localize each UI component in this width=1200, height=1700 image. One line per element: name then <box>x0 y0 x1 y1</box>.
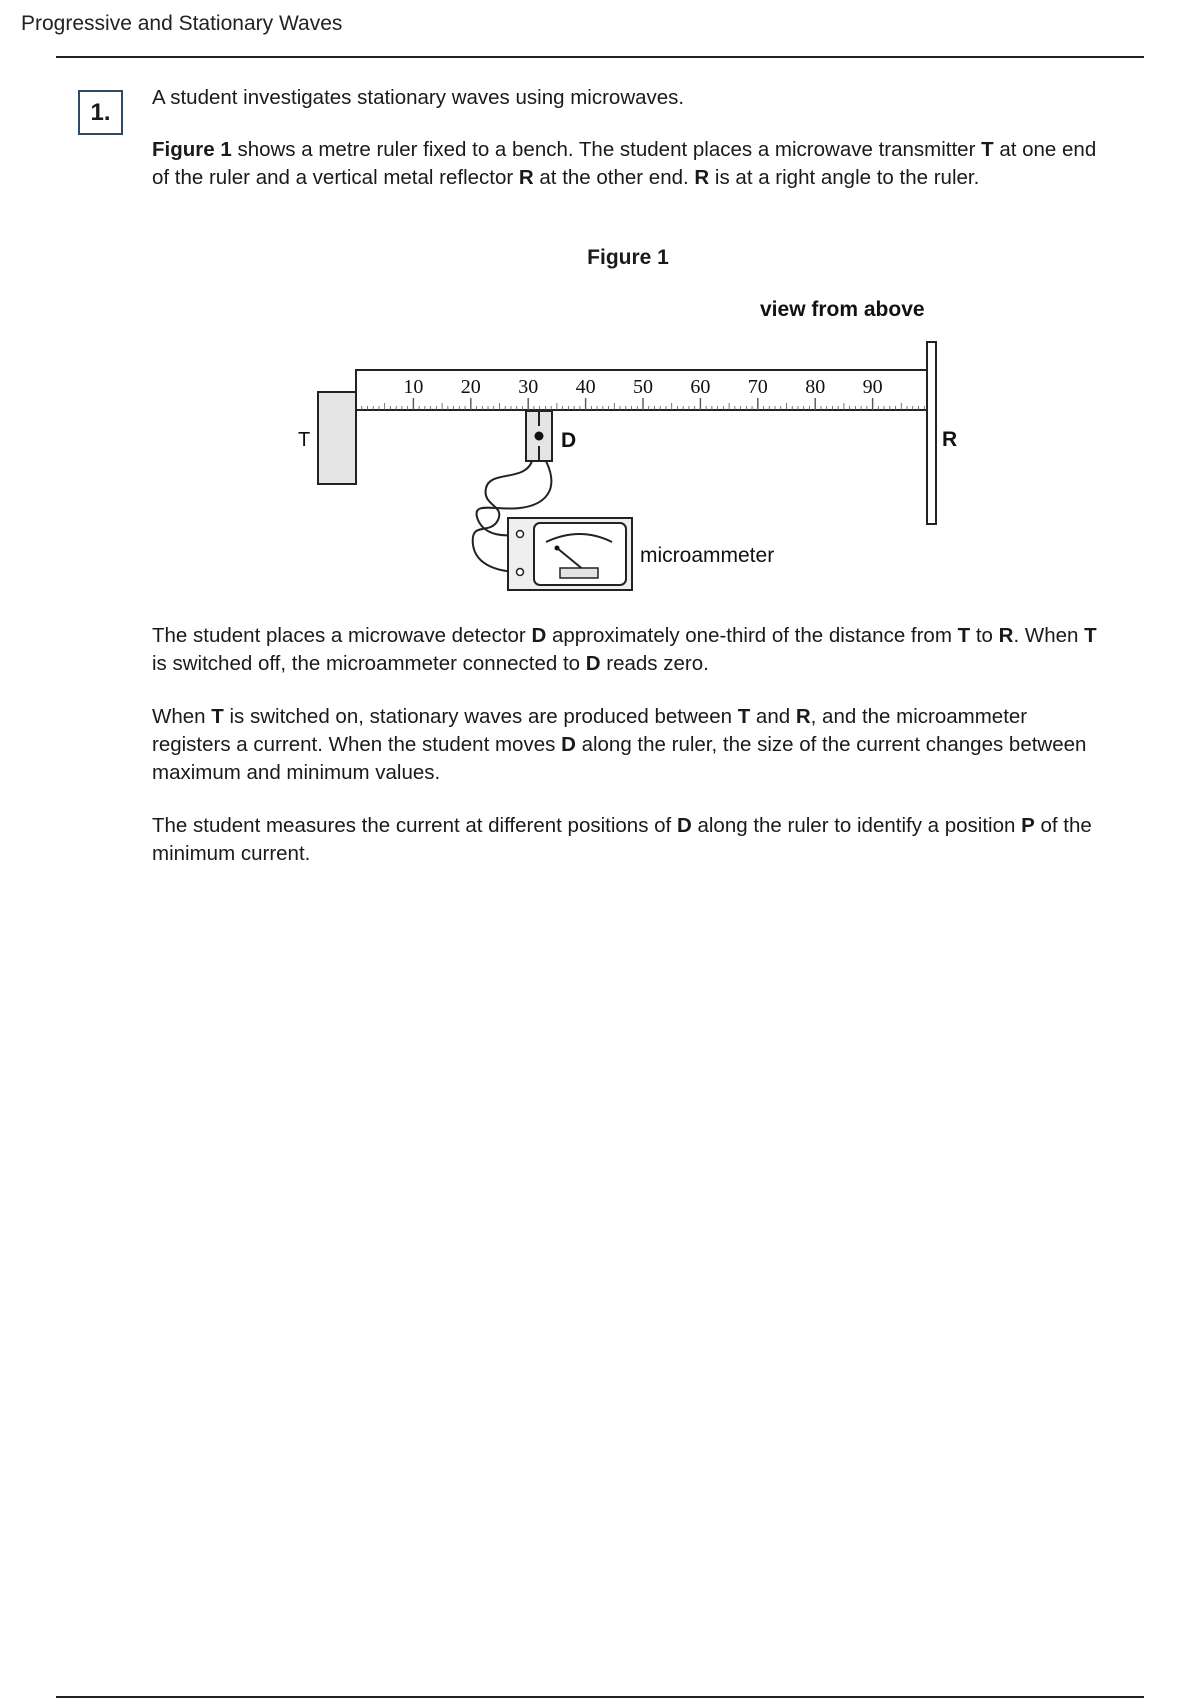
paragraph-detector-position: The student places a microwave detector D approximately one-third of the distance from T to R. When T is switched off, the microammeter connected to D reads zero. <box>152 624 1097 675</box>
figure-reference: Figure 1 <box>152 138 232 161</box>
figure-caption: Figure 1 <box>587 246 669 269</box>
meter-needle-tip <box>555 546 560 551</box>
label-transmitter: T <box>298 429 311 451</box>
ruler-tick-label: 40 <box>575 376 596 398</box>
meter-label: microammeter <box>640 544 775 567</box>
paragraph-stationary-waves: When T is switched on, stationary waves are produced between T and R, and the microammeter registers a current. When the student moves D along the ruler, the size of the current changes between maximum and minimum values. <box>152 705 1087 784</box>
ruler-tick-label: 30 <box>518 376 539 398</box>
ruler-tick-label: 10 <box>403 376 424 398</box>
footer-divider <box>56 1696 1144 1698</box>
label-detector: D <box>561 429 577 452</box>
detector-dot <box>535 432 544 441</box>
meter-terminal-top <box>517 531 524 538</box>
reflector <box>927 342 936 524</box>
label-reflector: R <box>942 428 958 451</box>
ruler-tick-label: 50 <box>633 376 653 398</box>
view-label: view from above <box>760 298 925 321</box>
paragraph-minimum-current: The student measures the current at different positions of D along the ruler to identify a position P of the minimum current. <box>152 814 1092 865</box>
question-intro: A student investigates stationary waves using microwaves. <box>152 86 685 109</box>
ruler-tick-label: 90 <box>862 376 883 398</box>
transmitter <box>318 392 356 484</box>
meter-base <box>560 568 598 578</box>
question-number: 1. <box>78 90 123 135</box>
paragraph-figure-description: Figure 1 shows a metre ruler fixed to a bench. The student places a microwave transmitter T at one end of the ruler and a vertical metal reflector R at the other end. R is at a right angle to the ruler. <box>152 138 1097 189</box>
ruler-tick-label: 70 <box>747 376 768 398</box>
ruler-tick-label: 60 <box>690 376 711 398</box>
meter-terminal-bottom <box>517 569 524 576</box>
ruler-tick-label: 80 <box>805 376 826 398</box>
ruler-tick-label: 20 <box>460 376 481 398</box>
figure-diagram <box>0 0 1200 620</box>
page-header-title: Progressive and Stationary Waves <box>21 12 343 35</box>
